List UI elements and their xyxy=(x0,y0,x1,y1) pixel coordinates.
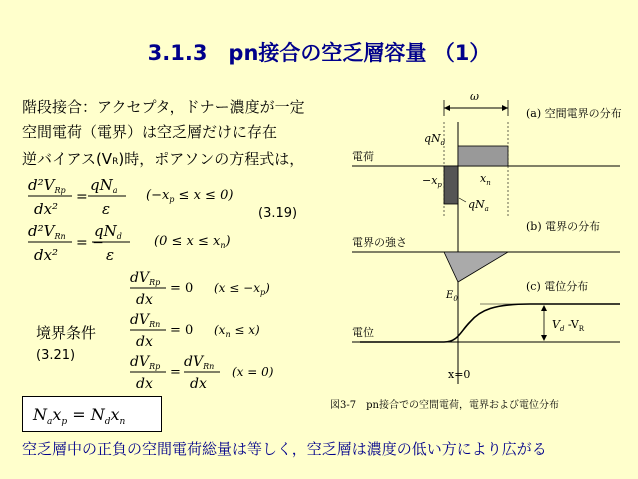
svg-text:dx: dx xyxy=(136,292,153,308)
svg-text:dx²: dx² xyxy=(34,246,59,264)
poisson-eq-n xyxy=(28,222,231,264)
label-a: (a) 空間電界の分布 xyxy=(526,107,622,120)
svg-text:= 0: = 0 xyxy=(170,281,194,296)
depletion-width-arrow xyxy=(444,90,508,116)
positive-charge-block xyxy=(458,146,508,166)
boundary-equations xyxy=(128,266,328,396)
svg-text:dVRp: $dV_{Rp}$ xyxy=(130,354,161,371)
svg-text:qNd: $qN_d$ xyxy=(94,222,122,241)
svg-text:d²VRn: $d^2V_{Rn}$ xyxy=(28,222,66,241)
svg-text:= −: = − xyxy=(76,235,104,251)
vd-label: $V_d$ $-V_R$ xyxy=(552,318,585,333)
svg-text:ε: ε xyxy=(102,200,111,218)
qna-label: $qN_a$ xyxy=(468,198,489,213)
svg-text:(0 ≤ x ≤ xn): $(0 \le x \le x_n)$ xyxy=(154,234,231,250)
intro-line-3: 逆バイアス(VR)時，ポアソンの方程式は， xyxy=(22,150,305,168)
svg-text:qNa: $qN_a$ xyxy=(90,176,118,195)
svg-text:= 0: = 0 xyxy=(170,323,194,338)
poisson-eq-p xyxy=(28,176,233,218)
row-field-label: 電界の強さ xyxy=(352,236,407,249)
svg-text:dVRp: $dV_{Rp}$ xyxy=(130,270,161,287)
svg-text:=: = xyxy=(170,365,181,380)
eq-number-boundary: (3.21) xyxy=(36,348,76,363)
intro-line-2: 空間電荷（電界）は空乏層だけに存在 xyxy=(22,123,278,141)
svg-text:=: = xyxy=(76,189,88,205)
label-c: (c) 電位分布 xyxy=(526,280,589,293)
bc-eq-3 xyxy=(130,354,274,392)
qnd-label: $qN_d$ xyxy=(424,132,446,147)
label-b: (b) 電界の分布 xyxy=(526,220,601,233)
svg-text:(x = 0): (x = 0) xyxy=(232,365,274,379)
potential-curve xyxy=(360,304,620,342)
svg-text:(xn ≤ x): $(x_n \le x)$ xyxy=(214,323,260,339)
svg-text:dVRn: $dV_{Rn}$ xyxy=(130,312,161,329)
svg-text:dx²: dx² xyxy=(34,200,59,218)
boundary-label: 境界条件 xyxy=(36,324,97,342)
intro-line-1: 階段接合：アクセプタ，ドナー濃度が一定 xyxy=(22,98,305,116)
charge-balance-box xyxy=(22,396,162,432)
row-potential-label: 電位 xyxy=(352,326,374,339)
conclusion-text: 空乏層中の正負の空間電荷総量は等しく，空乏層は濃度の低い方により広がる xyxy=(22,440,547,458)
svg-text:(x ≤ −xp): $(x \le -x_p)$ xyxy=(214,281,270,297)
xn-label: $x_n$ xyxy=(480,172,491,187)
svg-text:ε: ε xyxy=(106,246,115,264)
svg-text:dx: dx xyxy=(136,334,153,350)
svg-text:Naxp = Ndxn: $N_ax_p = N_dx_n$ xyxy=(33,405,126,427)
figure-caption: 図3-7 pn接合での空間電荷，電界および電位分布 xyxy=(330,400,559,411)
bc-eq-1 xyxy=(130,270,270,308)
negative-charge-block xyxy=(444,166,458,204)
neg-xp-label: $-x_p$ xyxy=(422,174,442,189)
svg-text:(−xp ≤ x ≤ 0): $(-x_p \le x \le 0)$ xyxy=(146,188,234,204)
bc-eq-2 xyxy=(130,312,260,350)
svg-text:d²VRp: $d^2V_{Rp}$ xyxy=(28,176,66,195)
svg-text:dx: dx xyxy=(136,376,153,392)
eq-number-poisson: (3.19) xyxy=(258,206,298,221)
pn-junction-figure xyxy=(330,86,630,416)
width-label: ω xyxy=(470,90,479,103)
svg-text:dx: dx xyxy=(190,376,207,392)
x0-label: x=0 xyxy=(448,368,471,381)
e0-label: $E_0$ xyxy=(446,290,458,303)
field-triangle xyxy=(444,252,508,282)
slide-title: 3.1.3 pn接合の空乏層容量 （1） xyxy=(147,41,491,65)
row-charge-label: 電荷 xyxy=(352,150,374,163)
svg-text:dVRn: $dV_{Rn}$ xyxy=(184,354,215,371)
charge-balance-equation xyxy=(23,397,161,431)
